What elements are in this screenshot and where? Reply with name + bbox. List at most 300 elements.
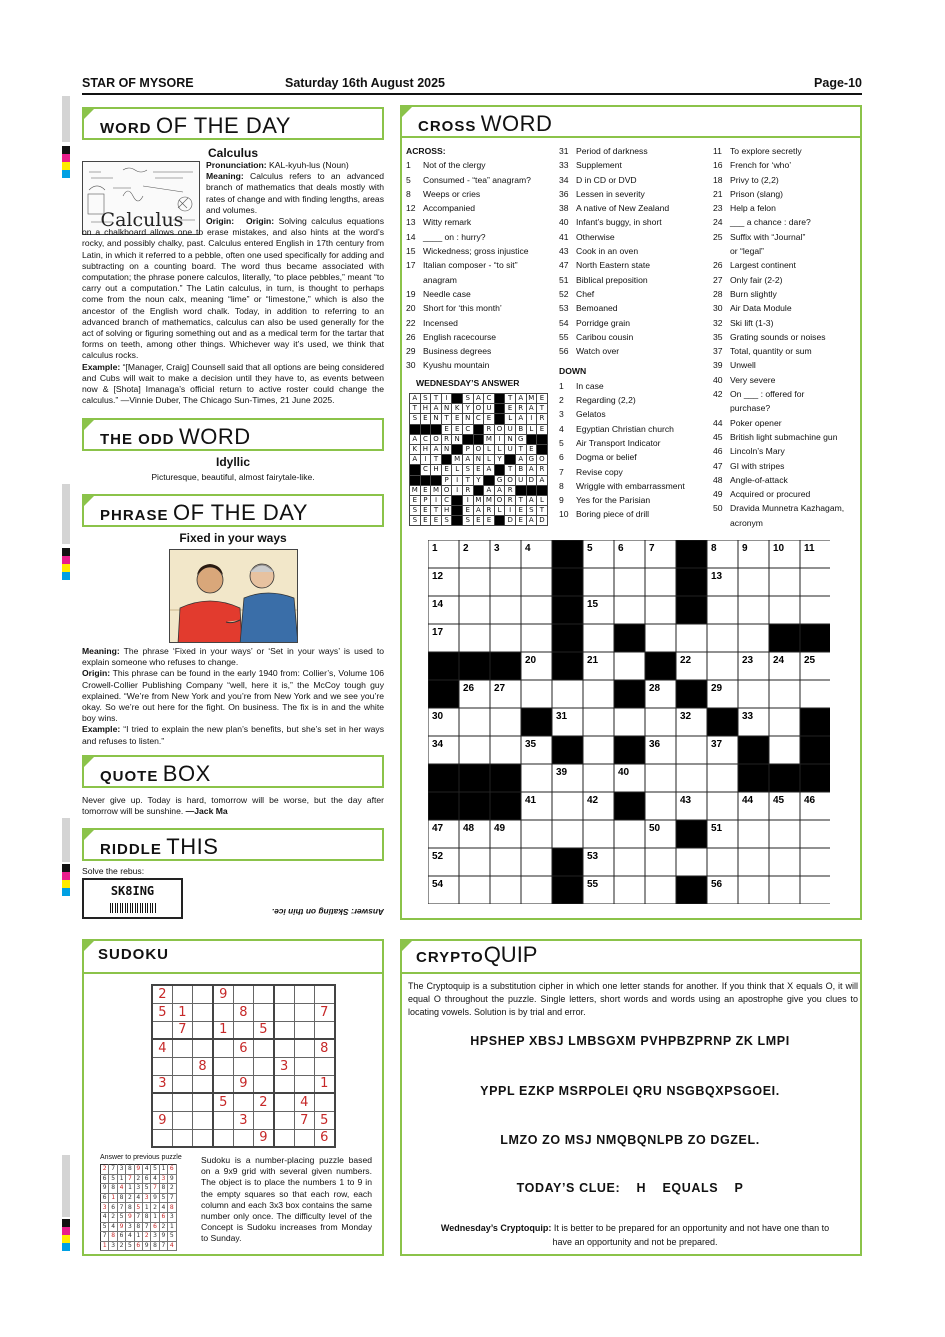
answer-cell: M [431,485,442,495]
clue-text: Lessen in severity [576,188,645,199]
previous-answer-cell: 5 [101,1222,109,1232]
crossword-cell[interactable] [707,596,738,624]
crossword-cell[interactable] [614,820,645,848]
crossword-block [707,708,738,736]
sudoku-cell[interactable] [172,1111,192,1129]
crossword-cell[interactable] [521,680,552,708]
sudoku-cell[interactable] [294,1003,314,1021]
crossword-cell[interactable] [769,848,800,876]
crossword-cell[interactable] [614,848,645,876]
clue-item [406,215,556,229]
crossword-cell[interactable] [521,848,552,876]
answer-cell: H [420,404,431,414]
sudoku-cell: 1 [314,1075,334,1093]
crossword-cell[interactable] [521,820,552,848]
sudoku-cell[interactable] [172,1057,192,1075]
clue-text: Lincoln’s Mary [730,446,785,457]
crossword-cell[interactable] [552,820,583,848]
sudoku-cell[interactable] [172,1129,192,1147]
crossword-cell[interactable] [521,568,552,596]
sudoku-cell[interactable] [172,985,192,1003]
sudoku-cell[interactable] [233,985,253,1003]
crossword-cell[interactable] [583,708,614,736]
answer-cell: T [441,414,452,424]
clue-item [713,344,859,358]
clue-item [559,344,711,358]
sudoku-cell[interactable] [213,1111,233,1129]
clue-number: 47 [559,260,569,271]
answer-cell: T [505,394,516,404]
crossword-cell[interactable] [676,848,707,876]
answer-cell: S [441,516,452,526]
clue-item [559,215,711,229]
margin-strip [62,1155,70,1217]
crossword-cell[interactable] [490,876,521,904]
sudoku-cell[interactable] [314,1093,334,1111]
crossword-cell[interactable] [583,764,614,792]
answer-cell: A [526,516,537,526]
sudoku-cell: 2 [253,1093,273,1111]
crossword-cell[interactable] [583,680,614,708]
sudoku-cell[interactable] [294,1039,314,1057]
answer-cell: P [462,444,473,454]
crossword-cell[interactable] [490,568,521,596]
answer-cell: R [484,424,495,434]
crossword-block [428,792,459,820]
clue-text: Revise copy [576,466,623,477]
crossword-cell[interactable] [769,736,800,764]
sudoku-cell[interactable] [172,1075,192,1093]
clue-text: Otherwise [576,231,615,242]
previous-answer-cell: 4 [134,1193,142,1203]
crossword-block [552,596,583,624]
sudoku-cell[interactable] [314,985,334,1003]
sudoku-cell[interactable] [233,1057,253,1075]
clue-number: 55 [559,331,569,342]
previous-answer-cell: 8 [168,1203,176,1213]
clue-text: Short for ‘this month’ [423,303,502,314]
clue-number: 11 [804,543,815,554]
answer-cell [410,465,421,475]
sudoku-cell[interactable] [233,1129,253,1147]
answer-cell: A [431,444,442,454]
clue-text: Supplement [576,160,622,171]
clue-number: 32 [680,711,692,722]
phrase-details: Meaning: The phrase ‘Fixed in your ways’ or ‘Set in your ways’ is used to explain someone who refuses to change. Origin: This phrase can be found in the early 1940 from: Collier’s, Volume 106 Crowell-Collier Publishing Company “well, here it is,” the McCoy tough guy explained. “We’re from New York and you’re from New York and we see you’re okay. So we’re out here for the fight. On business. The fix is in and the white boy wins. Example: “I tried to explain the new plan’s benefits, but she’s set in her ways and refuses to listen.” [82,646,384,746]
crossword-block [738,764,769,792]
sudoku-cell[interactable] [274,1075,294,1093]
sudoku-cell: 6 [233,1039,253,1057]
clue-number: 3 [559,409,564,420]
clue-item [713,387,859,401]
crossword-cell[interactable] [552,680,583,708]
sudoku-cell[interactable] [253,1057,273,1075]
clue-item [559,230,711,244]
sudoku-cell[interactable] [213,1075,233,1093]
previous-answer-cell: 5 [159,1193,167,1203]
sudoku-cell[interactable] [193,1075,213,1093]
crossword-cell[interactable] [738,568,769,596]
sudoku-cell[interactable] [193,1129,213,1147]
sudoku-cell[interactable] [152,1129,172,1147]
crossword-cell[interactable] [676,764,707,792]
answer-cell: U [505,444,516,454]
crossword-cell[interactable] [614,876,645,904]
crossword-cell[interactable] [707,792,738,820]
clue-text: GI with stripes [730,460,785,471]
crossword-cell[interactable] [490,848,521,876]
crossword-cell[interactable] [676,624,707,652]
crossword-block [490,792,521,820]
answer-cell: E [473,516,484,526]
crossword-cell[interactable] [614,708,645,736]
answer-cell [505,455,516,465]
previous-answer-cell: 3 [117,1165,125,1175]
clue-text: or “legal” [730,246,764,257]
clue-number: 4 [525,543,531,554]
clue-item [713,215,859,229]
sudoku-cell[interactable] [294,1057,314,1075]
clue-number: 20 [525,655,537,666]
clue-item [406,187,556,201]
sudoku-cell[interactable] [274,1039,294,1057]
clue-item [559,301,711,315]
clue-number: 25 [713,231,723,242]
clue-text: Period of darkness [576,146,648,156]
crossword-cell[interactable] [769,708,800,736]
crossword-cell[interactable] [521,876,552,904]
clue-number: 31 [556,711,568,722]
sudoku-cell[interactable] [172,1039,192,1057]
crossword-cell[interactable] [738,820,769,848]
crossword-cell[interactable] [800,848,830,876]
crossword-cell[interactable] [459,736,490,764]
previous-answer-cell: 6 [117,1232,125,1242]
crossword-cell[interactable] [676,736,707,764]
clue-text: Wickedness; gross injustice [423,246,529,257]
answer-cell: E [420,485,431,495]
crossword-cell[interactable] [459,848,490,876]
clue-number: 22 [406,317,416,328]
sudoku-cell[interactable] [274,1003,294,1021]
clue-item [406,316,556,330]
sudoku-cell[interactable] [274,985,294,1003]
clue-item [559,330,711,344]
clue-number: 53 [587,851,599,862]
sudoku-cell[interactable] [253,1039,273,1057]
crossword-cell[interactable] [769,596,800,624]
clue-item [713,330,859,344]
previous-answer-cell: 1 [151,1212,159,1222]
clue-text: Business degrees [423,346,492,357]
crossword-cell[interactable] [738,876,769,904]
clue-number: 44 [742,795,754,806]
clue-item [713,373,859,387]
sudoku-cell[interactable] [152,1021,172,1039]
answer-cell: A [526,465,537,475]
crossword-block [614,792,645,820]
crossword-cell[interactable] [614,652,645,680]
sudoku-cell[interactable] [274,1129,294,1147]
crossword-cell[interactable] [521,596,552,624]
clue-text: Regarding (2,2) [576,395,636,406]
previous-answer-cell: 2 [168,1184,176,1194]
clue-text: anagram [423,274,457,285]
clue-number: 8 [711,543,717,554]
answer-cell: C [420,465,431,475]
crossword-block [552,568,583,596]
previous-answer-cell: 8 [142,1212,150,1222]
crossword-cell[interactable] [707,764,738,792]
crossword-cell[interactable] [645,568,676,596]
sudoku-cell[interactable] [274,1021,294,1039]
clue-number: 14 [432,599,444,610]
clue-number: 55 [587,879,599,890]
answer-cell: A [515,394,526,404]
clue-number: 35 [525,739,537,750]
clue-item [559,507,711,521]
crossword-cell[interactable] [707,848,738,876]
sudoku-cell[interactable] [152,1093,172,1111]
crossword-cell[interactable] [800,680,830,708]
sudoku-cell: 1 [172,1003,192,1021]
crossword-cell[interactable] [645,792,676,820]
crossword-cell[interactable] [490,596,521,624]
previous-answer-cell: 7 [168,1193,176,1203]
sudoku-cell[interactable] [314,1057,334,1075]
page-number: Page-10 [814,76,862,90]
sudoku-cell[interactable] [193,1021,213,1039]
clue-text: Egyptian Christian church [576,423,674,434]
crossword-cell[interactable] [707,652,738,680]
clue-number: 17 [432,627,444,638]
answer-cell: S [462,465,473,475]
clue-number: 41 [559,231,569,242]
crossword-block [676,568,707,596]
crossword-cell[interactable] [769,568,800,596]
answer-cell: D [505,516,516,526]
crossword-cell[interactable] [645,764,676,792]
clue-number: 31 [559,146,569,156]
crossword-cell[interactable] [645,596,676,624]
crossword-cell[interactable] [614,568,645,596]
clue-number: 30 [406,360,416,371]
clue-number: 20 [406,303,416,314]
clue-number: 50 [713,503,723,514]
previous-answer-cell: 2 [109,1212,117,1222]
answer-cell: A [462,455,473,465]
sudoku-cell[interactable] [233,1021,253,1039]
crossword-cell[interactable] [583,568,614,596]
clue-number: 39 [556,767,568,778]
answer-cell [431,424,442,434]
crossword-cell[interactable] [738,680,769,708]
clue-number: 14 [406,231,416,242]
crossword-block [676,596,707,624]
sudoku-cell[interactable] [213,1003,233,1021]
sudoku-cell[interactable] [213,1039,233,1057]
sudoku-cell[interactable] [213,1057,233,1075]
answer-cell [420,475,431,485]
clue-text: Incensed [423,317,458,328]
sudoku-cell[interactable] [213,1129,233,1147]
clue-text: Not of the clergy [423,160,486,171]
crossword-cell[interactable] [800,568,830,596]
previous-answer-cell: 9 [126,1212,134,1222]
sudoku-cell[interactable] [314,1021,334,1039]
answer-cell: I [505,506,516,516]
crossword-cell[interactable] [459,876,490,904]
clue-item [713,158,859,172]
clue-number: 52 [432,851,444,862]
answer-cell [452,506,463,516]
crossword-cell[interactable] [769,820,800,848]
clue-number: 7 [559,466,564,477]
previous-answer-cell: 4 [142,1165,150,1175]
clue-number: 49 [713,489,723,500]
sudoku-cell[interactable] [274,1093,294,1111]
sudoku-cell[interactable] [193,1111,213,1129]
answer-cell: M [452,455,463,465]
sudoku-cell[interactable] [253,985,273,1003]
crossword-cell[interactable] [645,848,676,876]
clue-number: 8 [406,188,411,199]
answer-cell [420,424,431,434]
crossword-cell[interactable] [583,736,614,764]
sudoku-cell[interactable] [152,1057,172,1075]
sudoku-cell[interactable] [253,1111,273,1129]
previous-answer-cell: 1 [142,1203,150,1213]
answer-cell: L [484,444,495,454]
previous-answer-cell: 2 [101,1165,109,1175]
crossword-cell[interactable] [645,876,676,904]
sudoku-grid[interactable] [151,984,336,1148]
crossword-cell[interactable] [769,876,800,904]
crossword-cell[interactable] [707,624,738,652]
crossword-cell[interactable] [552,792,583,820]
previous-answer-cell: 9 [142,1241,150,1251]
crossword-cell[interactable] [800,876,830,904]
crossword-cell[interactable] [738,596,769,624]
clue-item [559,450,711,464]
clue-text: Weeps or cries [423,188,481,199]
clue-text: Help a felon [730,203,776,214]
crossword-cell[interactable] [738,848,769,876]
answer-cell: A [537,475,548,485]
clue-item [559,465,711,479]
crossword-cell[interactable] [521,624,552,652]
sudoku-cell[interactable] [193,1093,213,1111]
previous-answer-cell: 5 [142,1184,150,1194]
previous-answer-cell: 4 [159,1203,167,1213]
previous-answer-cell: 7 [151,1184,159,1194]
sudoku-cell[interactable] [253,1003,273,1021]
sudoku-cell[interactable] [274,1111,294,1129]
clue-number: 33 [742,711,754,722]
crossword-cell[interactable] [800,596,830,624]
clue-text: Boring piece of drill [576,509,650,520]
answer-cell: B [515,465,526,475]
answer-cell: G [494,475,505,485]
previous-answer-cell: 7 [101,1232,109,1242]
previous-answer-cell: 8 [126,1165,134,1175]
cryptoquip-clue: TODAY’S CLUE: H EQUALS P [516,1181,744,1195]
answer-cell: O [473,404,484,414]
crossword-cell[interactable] [800,820,830,848]
sudoku-cell: 5 [314,1111,334,1129]
clue-item [406,330,556,344]
clue-number: 32 [713,317,723,328]
sudoku-cell[interactable] [253,1075,273,1093]
sudoku-cell[interactable] [193,985,213,1003]
crossword-cell[interactable] [459,708,490,736]
previous-answer-cell: 3 [101,1203,109,1213]
sudoku-cell[interactable] [233,1093,253,1111]
sudoku-cell[interactable] [172,1093,192,1111]
crossword-cell[interactable] [490,708,521,736]
word-of-day-title: WORD OF THE DAY [82,107,384,140]
sudoku-cell[interactable] [294,1075,314,1093]
clue-number: 48 [463,823,475,834]
previous-answer-cell: 8 [159,1184,167,1194]
answer-cell: H [441,506,452,516]
crossword-cell[interactable] [583,624,614,652]
crossword-grid[interactable] [428,540,830,904]
answer-cell: T [515,495,526,505]
odd-word-title: THE ODD WORD [82,418,384,451]
answer-cell: D [526,475,537,485]
crossword-cell[interactable] [645,624,676,652]
registration-mark [62,146,70,178]
clue-number: 26 [406,331,416,342]
crossword-cell[interactable] [769,680,800,708]
sudoku-cell[interactable] [294,985,314,1003]
clue-text: Needle case [423,288,471,299]
phrase-of-day-title: PHRASE OF THE DAY [82,494,384,527]
margin-strip [62,96,70,142]
answer-cell: R [462,485,473,495]
phrase-text: Fixed in your ways [179,531,287,545]
crossword-cell[interactable] [459,624,490,652]
clue-item [713,173,859,187]
answer-cell: E [452,424,463,434]
clue-text: Caribou cousin [576,331,634,342]
clue-text: Poker opener [730,417,782,428]
answer-cell: N [452,434,463,444]
answer-cell [452,444,463,454]
sudoku-cell[interactable] [193,1003,213,1021]
crossword-cell[interactable] [521,764,552,792]
crossword-cell[interactable] [490,736,521,764]
sudoku-cell[interactable] [294,1021,314,1039]
answer-cell [462,434,473,444]
crossword-cell[interactable] [738,624,769,652]
answer-cell: N [473,455,484,465]
sudoku-cell[interactable] [294,1129,314,1147]
crossword-cell[interactable] [645,708,676,736]
crossword-cell[interactable] [614,596,645,624]
answer-cell: U [484,404,495,414]
answer-cell: U [515,475,526,485]
sudoku-cell[interactable] [193,1039,213,1057]
crossword-cell[interactable] [459,596,490,624]
crossword-cell[interactable] [490,624,521,652]
crossword-cell[interactable] [583,820,614,848]
clue-number: 28 [713,288,723,299]
clue-item [406,344,556,358]
clue-number: 46 [804,795,816,806]
crossword-cell[interactable] [459,568,490,596]
